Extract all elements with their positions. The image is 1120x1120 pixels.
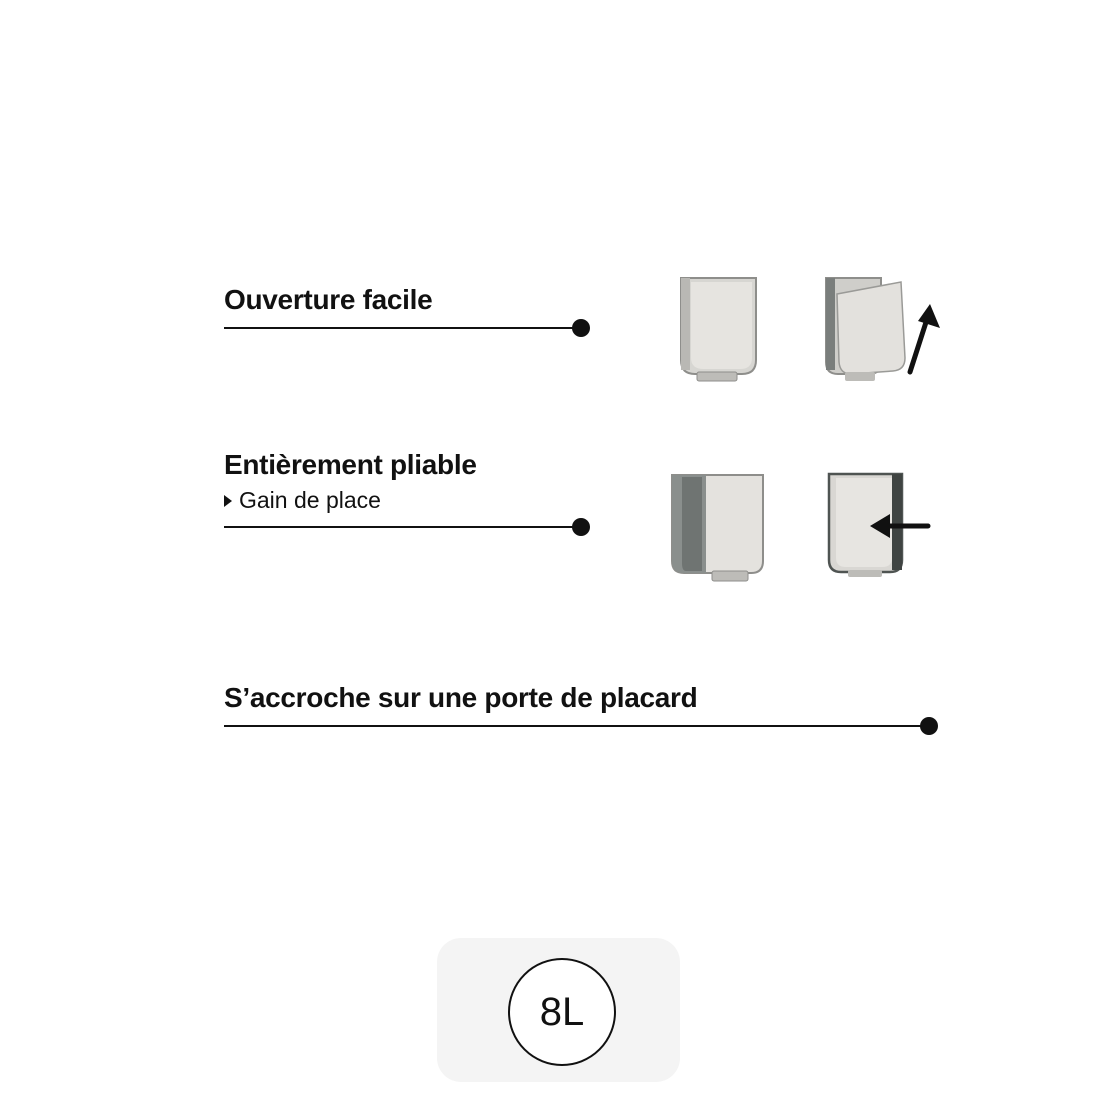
- bin-side-icon: [668, 471, 768, 585]
- feature-title-easy-open: Ouverture facile: [224, 284, 433, 315]
- feature-divider: [224, 526, 580, 528]
- feature-divider: [224, 327, 580, 329]
- divider-end-dot: [572, 319, 590, 337]
- bin-open-lid-icon: [823, 276, 913, 384]
- divider-end-dot: [920, 717, 938, 735]
- feature-title-foldable: Entièrement pliable: [224, 449, 477, 480]
- arrow-left-icon: [868, 510, 932, 542]
- divider-end-dot: [572, 518, 590, 536]
- feature-divider: [224, 725, 928, 727]
- capacity-badge-label: 8L: [539, 989, 585, 1034]
- arrow-up-icon: [902, 302, 944, 376]
- bullet-triangle-icon: [224, 495, 232, 507]
- feature-subtitle-text: Gain de place: [239, 487, 381, 513]
- feature-subtitle: [224, 489, 381, 512]
- feature-title-hangs-on-door: S’accroche sur une porte de placard: [224, 682, 698, 713]
- bin-closed-icon: [678, 276, 760, 384]
- capacity-badge: [508, 958, 616, 1066]
